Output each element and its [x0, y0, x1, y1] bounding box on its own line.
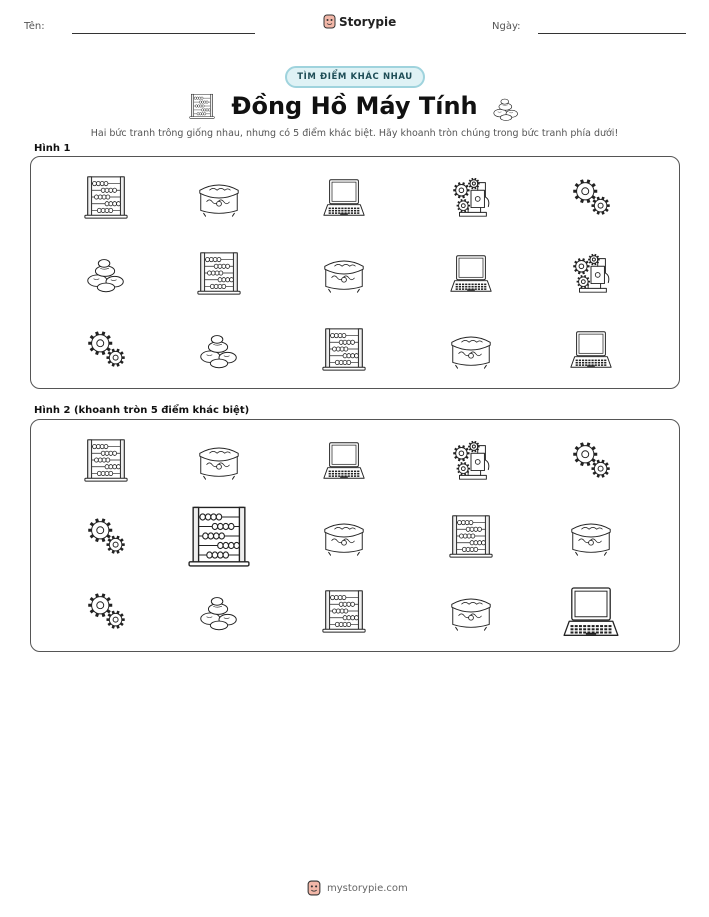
picture1-label: Hình 1: [34, 143, 71, 154]
brand-logo: [323, 14, 396, 29]
stones-icon: [82, 249, 130, 297]
laptop-icon: [567, 325, 615, 373]
abacus-icon[interactable]: [82, 436, 130, 484]
picture1-panel: [30, 156, 680, 389]
machine-icon: [447, 173, 495, 221]
laptop-icon: [320, 173, 368, 221]
abacus-icon[interactable]: [320, 587, 368, 635]
gears-icon: [567, 173, 615, 221]
treasure-box-icon[interactable]: [195, 436, 243, 484]
stones-icon: [195, 325, 243, 373]
laptop-icon[interactable]: [320, 436, 368, 484]
footer: [307, 880, 408, 896]
laptop-icon[interactable]: [559, 579, 623, 643]
treasure-box-icon[interactable]: [567, 512, 615, 560]
abacus-icon: [195, 249, 243, 297]
date-line[interactable]: [538, 33, 686, 34]
instructions: Hai bức tranh trông giống nhau, nhưng có 5 điểm khác biệt. Hãy khoanh tròn chúng trong bức tranh phía dưới!: [90, 128, 619, 139]
stones-icon: [490, 92, 522, 120]
abacus-icon: [82, 173, 130, 221]
gears-icon[interactable]: [82, 587, 130, 635]
page-title: Đồng Hồ Máy Tính: [231, 92, 478, 120]
name-label: Tên:: [24, 21, 45, 32]
abacus-icon[interactable]: [185, 502, 253, 570]
gears-icon[interactable]: [82, 512, 130, 560]
gears-icon: [82, 325, 130, 373]
treasure-box-icon[interactable]: [447, 587, 495, 635]
treasure-box-icon: [320, 249, 368, 297]
laptop-icon: [447, 249, 495, 297]
treasure-box-icon: [195, 173, 243, 221]
machine-icon[interactable]: [447, 436, 495, 484]
abacus-icon: [320, 325, 368, 373]
storypie-mascot-icon: [307, 880, 321, 896]
treasure-box-icon[interactable]: [320, 512, 368, 560]
activity-badge: TÌM ĐIỂM KHÁC NHAU: [285, 66, 425, 88]
abacus-icon[interactable]: [447, 512, 495, 560]
treasure-box-icon: [447, 325, 495, 373]
storypie-mascot-icon: [323, 14, 336, 29]
brand-name: Storypie: [339, 14, 397, 29]
machine-icon: [567, 249, 615, 297]
picture2-label: Hình 2 (khoanh tròn 5 điểm khác biệt): [34, 405, 250, 416]
stones-icon[interactable]: [195, 587, 243, 635]
name-line[interactable]: [72, 33, 255, 34]
footer-site[interactable]: mystorypie.com: [327, 882, 408, 894]
gears-icon[interactable]: [567, 436, 615, 484]
date-label: Ngày:: [492, 21, 521, 32]
picture2-panel[interactable]: [30, 419, 680, 652]
